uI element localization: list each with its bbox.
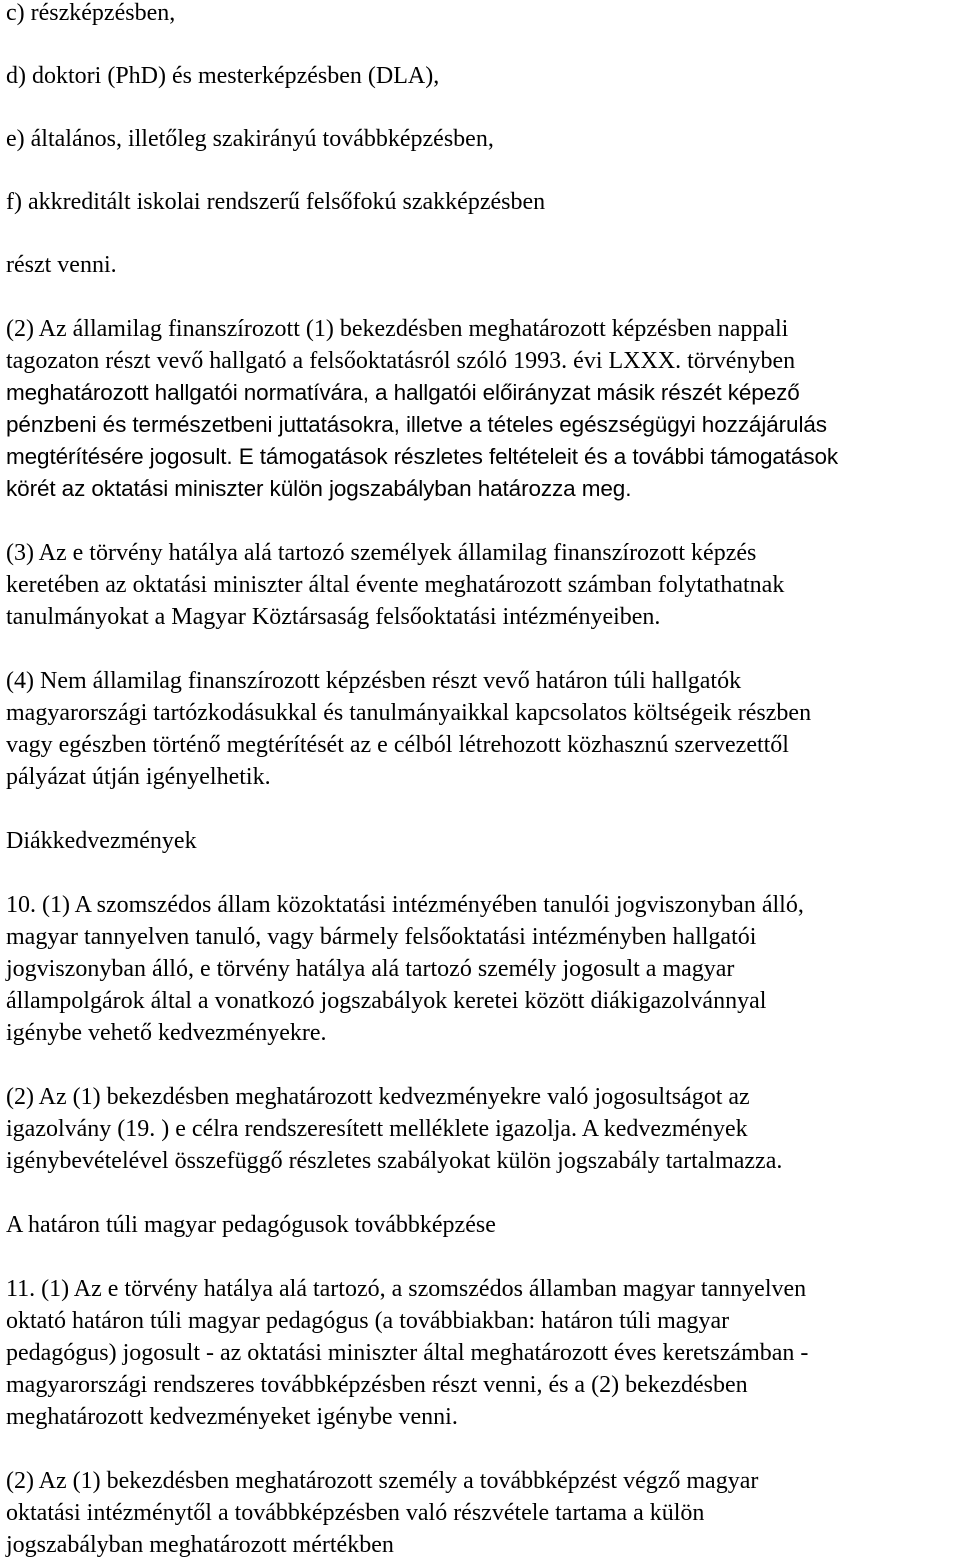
section-11-line: magyarországi rendszeres továbbképzésben részt venni, és a (2) bekezdésben: [6, 1372, 748, 1398]
section-11-paragraph-2-line: (2) Az (1) bekezdésben meghatározott személy a továbbképzést végző magyar: [6, 1468, 759, 1494]
section-11-line: oktató határon túli magyar pedagógus (a továbbiakban: határon túli magyar: [6, 1308, 730, 1334]
section-10-line: magyar tannyelven tanuló, vagy bármely felsőoktatási intézményben hallgatói: [6, 924, 757, 950]
section-heading-pedagogusok: A határon túli magyar pedagógusok továbbképzése: [6, 1212, 496, 1238]
paragraph-2-line: tagozaton részt vevő hallgató a felsőoktatásról szóló 1993. évi LXXX. törvényben: [6, 348, 796, 374]
section-heading-diakkedvezmenyek: Diákkedvezmények: [6, 828, 197, 854]
paragraph-3-line: keretében az oktatási miniszter által évente meghatározott számban folytathatnak: [6, 572, 785, 598]
paragraph-2-line: körét az oktatási miniszter külön jogszabályban határozza meg.: [6, 476, 632, 501]
list-item-c: c) részképzésben,: [6, 0, 176, 26]
paragraph-3-line: tanulmányokat a Magyar Köztársaság felsőoktatási intézményeiben.: [6, 604, 661, 630]
list-item-e: e) általános, illetőleg szakirányú továbbképzésben,: [6, 126, 494, 152]
section-10-paragraph-2-line: igazolvány (19. ) e célra rendszeresített melléklete igazolja. A kedvezmények: [6, 1116, 748, 1142]
paragraph-2-line: (2) Az államilag finanszírozott (1) bekezdésben meghatározott képzésben nappali: [6, 316, 789, 342]
list-item-d: d) doktori (PhD) és mesterképzésben (DLA),: [6, 63, 440, 89]
section-11-line: 11. (1) Az e törvény hatálya alá tartozó, a szomszédos államban magyar tannyelven: [6, 1276, 807, 1302]
paragraph-4-line: pályázat útján igényelhetik.: [6, 764, 271, 790]
paragraph-4-line: vagy egészben történő megtérítését az e célból létrehozott közhasznú szervezettől: [6, 732, 789, 758]
paragraph-2-line: megtérítésére jogosult. E támogatások részletes feltételeit és a további támogatások: [6, 444, 839, 469]
list-tail-text: részt venni.: [6, 252, 117, 278]
section-10-line: jogviszonyban álló, e törvény hatálya alá tartozó személy jogosult a magyar: [6, 956, 735, 982]
section-11-line: pedagógus) jogosult - az oktatási miniszter által meghatározott éves keretszámban -: [6, 1340, 809, 1366]
paragraph-3-line: (3) Az e törvény hatálya alá tartozó személyek államilag finanszírozott képzés: [6, 540, 757, 566]
paragraph-2-line: meghatározott hallgatói normatívára, a hallgatói előirányzat másik részét képező: [6, 380, 800, 405]
paragraph-2-line: pénzbeni és természetbeni juttatásokra, illetve a tételes egészségügyi hozzájárulás: [6, 412, 827, 437]
section-10-line: állampolgárok által a vonatkozó jogszabályok keretei között diákigazolvánnyal: [6, 988, 767, 1014]
section-11-paragraph-2-line: oktatási intézménytől a továbbképzésben való részvétele tartama a külön: [6, 1500, 705, 1526]
paragraph-4-line: (4) Nem államilag finanszírozott képzésben részt vevő határon túli hallgatók: [6, 668, 742, 694]
section-11-line: meghatározott kedvezményeket igénybe venni.: [6, 1404, 458, 1430]
list-item-f: f) akkreditált iskolai rendszerű felsőfokú szakképzésben: [6, 189, 546, 215]
section-10-line: 10. (1) A szomszédos állam közoktatási intézményében tanulói jogviszonyban álló,: [6, 892, 804, 918]
section-11-paragraph-2-line: jogszabályban meghatározott mértékben: [6, 1532, 394, 1558]
section-10-paragraph-2-line: igénybevételével összefüggő részletes szabályokat külön jogszabály tartalmazza.: [6, 1148, 783, 1174]
section-10-line: igénybe vehető kedvezményekre.: [6, 1020, 327, 1046]
section-10-paragraph-2-line: (2) Az (1) bekezdésben meghatározott kedvezményekre való jogosultságot az: [6, 1084, 750, 1110]
paragraph-4-line: magyarországi tartózkodásukkal és tanulmányaikkal kapcsolatos költségeik részben: [6, 700, 812, 726]
